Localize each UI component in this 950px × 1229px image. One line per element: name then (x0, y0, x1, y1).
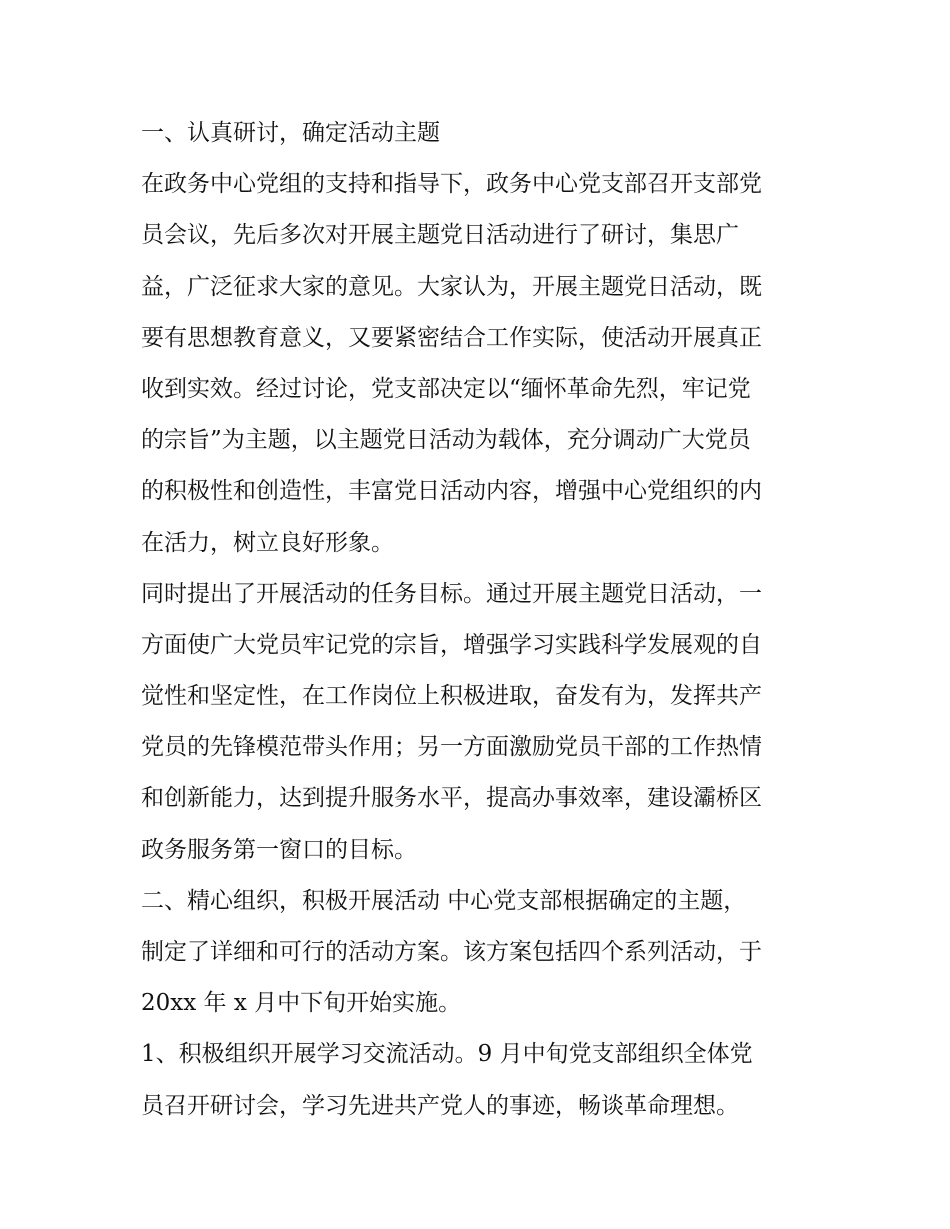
paragraph-line: 20xx 年 x 月中下旬开始实施。 (141, 990, 462, 1017)
paragraph-line: 要有思想教育意义，又要紧密结合工作实际，使活动开展真正 (141, 324, 762, 351)
section-heading-1: 一、认真研讨，确定活动主题 (141, 120, 440, 146)
paragraph-line: 制定了详细和可行的活动方案。该方案包括四个系列活动，于 (141, 939, 762, 965)
paragraph-line: 在活力，树立良好形象。 (141, 529, 394, 556)
paragraph-line: 同时提出了开展活动的任务目标。通过开展主题党日活动，一 (141, 580, 762, 607)
paragraph-line: 益，广泛征求大家的意见。大家认为，开展主题党日活动，既 (141, 273, 762, 300)
paragraph-line: 员会议，先后多次对开展主题党日活动进行了研讨，集思广 (141, 222, 739, 249)
paragraph-line: 员召开研讨会，学习先进共产党人的事迹，畅谈革命理想。 (141, 1092, 739, 1119)
paragraph-line: 1、积极组织开展学习交流活动。9 月中旬党支部组织全体党 (141, 1041, 753, 1068)
paragraph-line: 觉性和坚定性，在工作岗位上积极进取，奋发有为，发挥共产 (141, 683, 762, 710)
section-heading-2: 二、精心组织，积极开展活动 中心党支部根据确定的主题， (141, 887, 747, 914)
paragraph-line: 政务服务第一窗口的目标。 (141, 836, 417, 863)
document-body (141, 108, 821, 1132)
paragraph-line: 方面使广大党员牢记党的宗旨，增强学习实践科学发展观的自 (141, 631, 762, 658)
paragraph-line: 和创新能力，达到提升服务水平，提高办事效率，建设灞桥区 (141, 785, 762, 812)
paragraph-line: 的积极性和创造性，丰富党日活动内容，增强中心党组织的内 (141, 478, 762, 505)
paragraph-line: 党员的先锋模范带头作用；另一方面激励党员干部的工作热情 (141, 734, 762, 761)
paragraph-line: 收到实效。经过讨论，党支部决定以“缅怀革命先烈，牢记党 (141, 375, 751, 402)
paragraph-line: 在政务中心党组的支持和指导下，政务中心党支部召开支部党 (141, 171, 762, 198)
paragraph-line: 的宗旨”为主题，以主题党日活动为载体，充分调动广大党员 (141, 427, 751, 454)
